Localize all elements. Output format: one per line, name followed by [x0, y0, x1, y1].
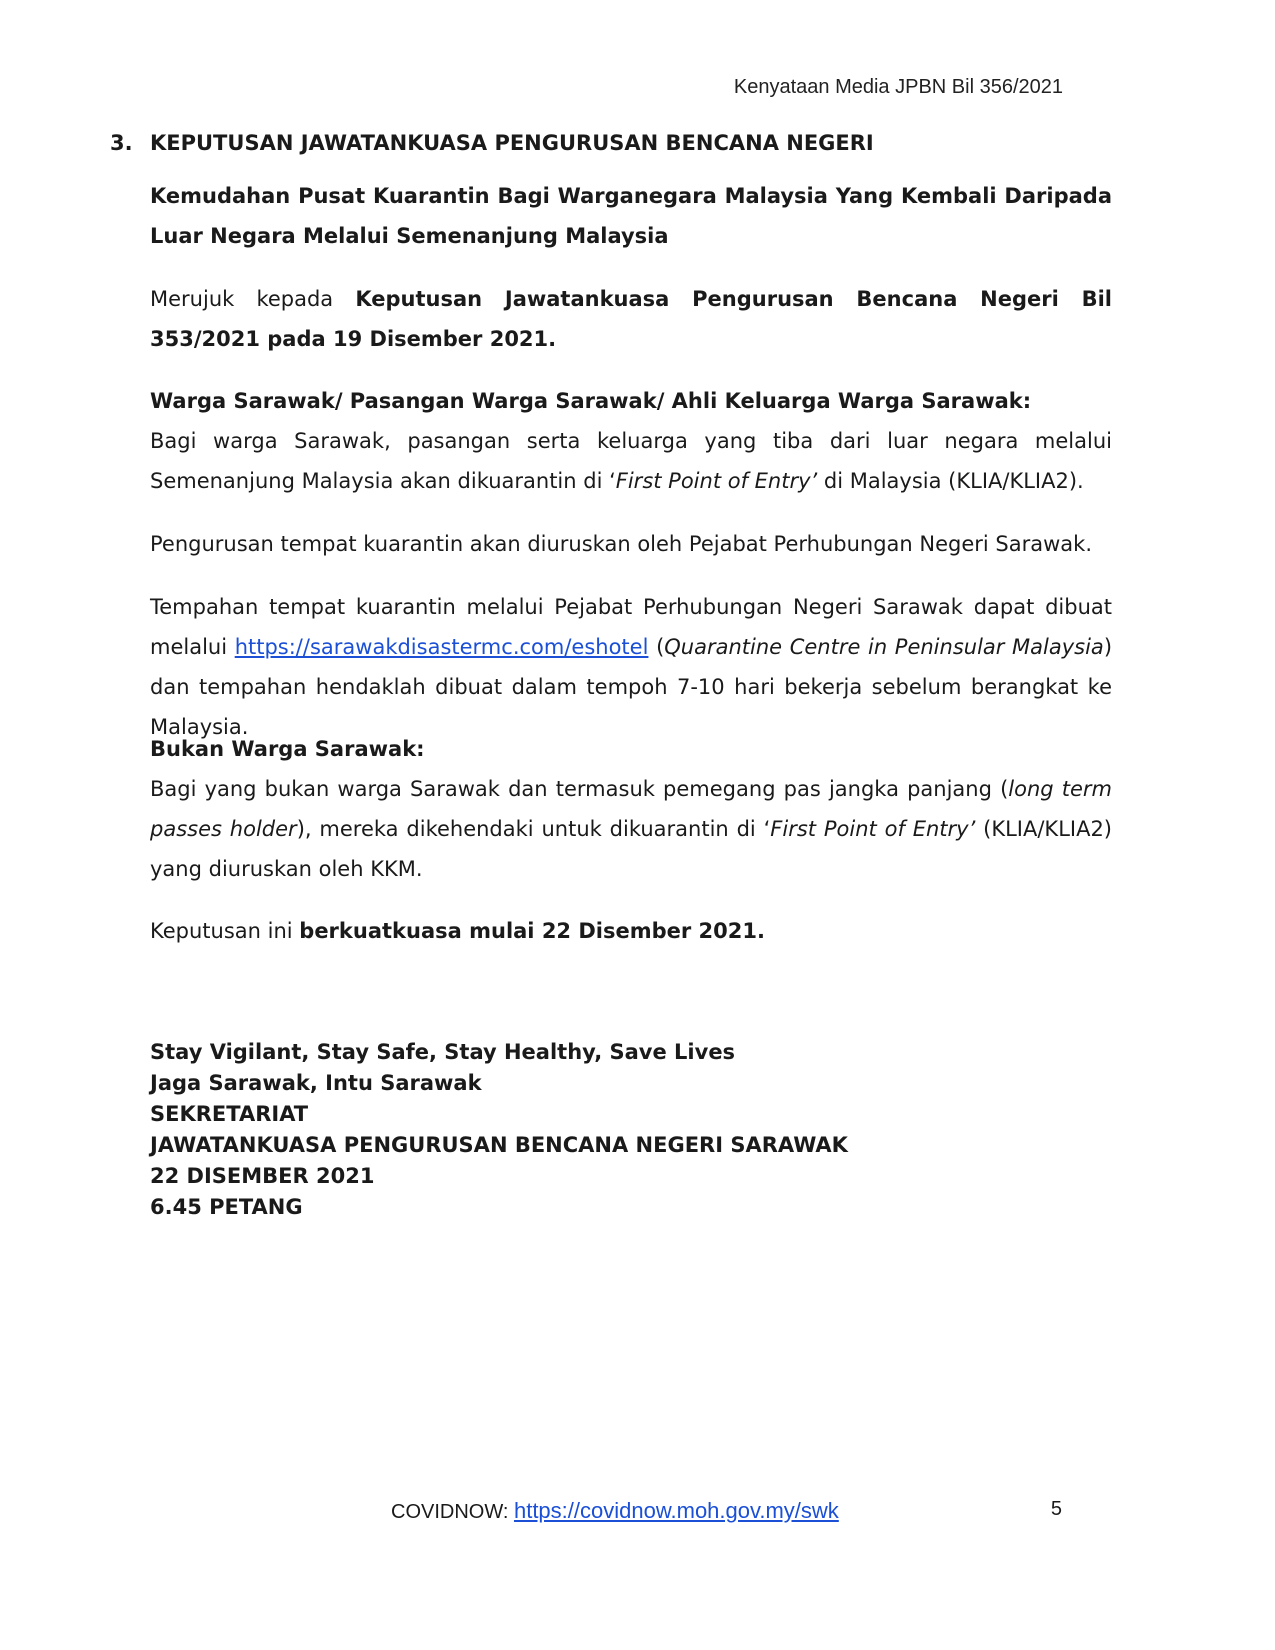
- signoff-line-6: 6.45 PETANG: [150, 1195, 303, 1219]
- reference-prefix: Merujuk kepada: [150, 287, 356, 311]
- footer-label: COVIDNOW:: [391, 1501, 514, 1523]
- signoff-line-5: 22 DISEMBER 2021: [150, 1164, 375, 1188]
- booking-text: Tempahan tempat kuarantin melalui Pejabat Perhubungan Negeri Sarawak dapat dibuat melalui: [150, 595, 1112, 659]
- signoff-line-3: SEKRETARIAT: [150, 1102, 309, 1126]
- warga-text: Bagi warga Sarawak, pasangan serta keluarga yang tiba dari luar negara melalui Semenanjung Malaysia akan dikuarantin di ‘: [150, 429, 1112, 493]
- warga-entry-italic: First Point of Entry’: [615, 469, 818, 493]
- covidnow-link[interactable]: https://covidnow.moh.gov.my/swk: [513, 1498, 839, 1523]
- bukan-paragraph: [150, 769, 1112, 889]
- booking-paragraph: [150, 587, 1112, 747]
- bukan-heading: Bukan Warga Sarawak:: [150, 737, 425, 761]
- reference-decision: Keputusan Jawatankuasa Pengurusan Bencana Negeri Bil 353/2021 pada 19 Disember 2021.: [150, 287, 1113, 351]
- signoff-line-4: JAWATANKUASA PENGURUSAN BENCANA NEGERI SARAWAK: [150, 1133, 848, 1157]
- page-number: 5: [1050, 1498, 1062, 1520]
- booking-paren: (: [648, 635, 665, 659]
- eshotel-link[interactable]: https://sarawakdisastermc.com/eshotel: [234, 635, 649, 659]
- bukan-text-2: ), mereka dikehendaki untuk dikuarantin di ‘: [296, 817, 771, 841]
- bukan-italic-1: long term passes holder: [150, 777, 1112, 841]
- signoff: [150, 1037, 848, 1223]
- effective-paragraph: [150, 911, 1112, 951]
- bukan-text-1: Bagi yang bukan warga Sarawak dan termasuk pemegang pas jangka panjang (: [150, 777, 1009, 801]
- signoff-line-2: Jaga Sarawak, Intu Sarawak: [150, 1071, 482, 1095]
- bukan-italic-2: First Point of Entry’: [770, 817, 976, 841]
- footer: [391, 1498, 839, 1524]
- warga-heading: Warga Sarawak/ Pasangan Warga Sarawak/ Ahli Keluarga Warga Sarawak:: [150, 389, 1032, 413]
- effective-date: berkuatkuasa mulai 22 Disember 2021.: [299, 919, 765, 943]
- bukan-text-3: (KLIA/KLIA2) yang diuruskan oleh KKM.: [150, 817, 1113, 881]
- section-number: 3.: [110, 131, 133, 155]
- header-reference: Kenyataan Media JPBN Bil 356/2021: [733, 76, 1063, 98]
- signoff-line-1: Stay Vigilant, Stay Safe, Stay Healthy, Save Lives: [150, 1040, 736, 1064]
- reference-paragraph: [150, 279, 1112, 359]
- booking-text-after: ) dan tempahan hendaklah dibuat dalam tempoh 7-10 hari bekerja sebelum berangkat ke Malaysia.: [150, 635, 1113, 739]
- subheading: Kemudahan Pusat Kuarantin Bagi Warganegara Malaysia Yang Kembali Daripada Luar Negara Melalui Semenanjung Malaysia: [150, 184, 1112, 248]
- booking-italic: Quarantine Centre in Peninsular Malaysia: [664, 635, 1104, 659]
- section-title: KEPUTUSAN JAWATANKUASA PENGURUSAN BENCANA NEGERI: [150, 131, 874, 155]
- warga-text-after: di Malaysia (KLIA/KLIA2).: [817, 469, 1084, 493]
- management-paragraph: Pengurusan tempat kuarantin akan diuruskan oleh Pejabat Perhubungan Negeri Sarawak.: [150, 532, 1093, 556]
- warga-paragraph: [150, 421, 1112, 501]
- effective-prefix: Keputusan ini: [150, 919, 300, 943]
